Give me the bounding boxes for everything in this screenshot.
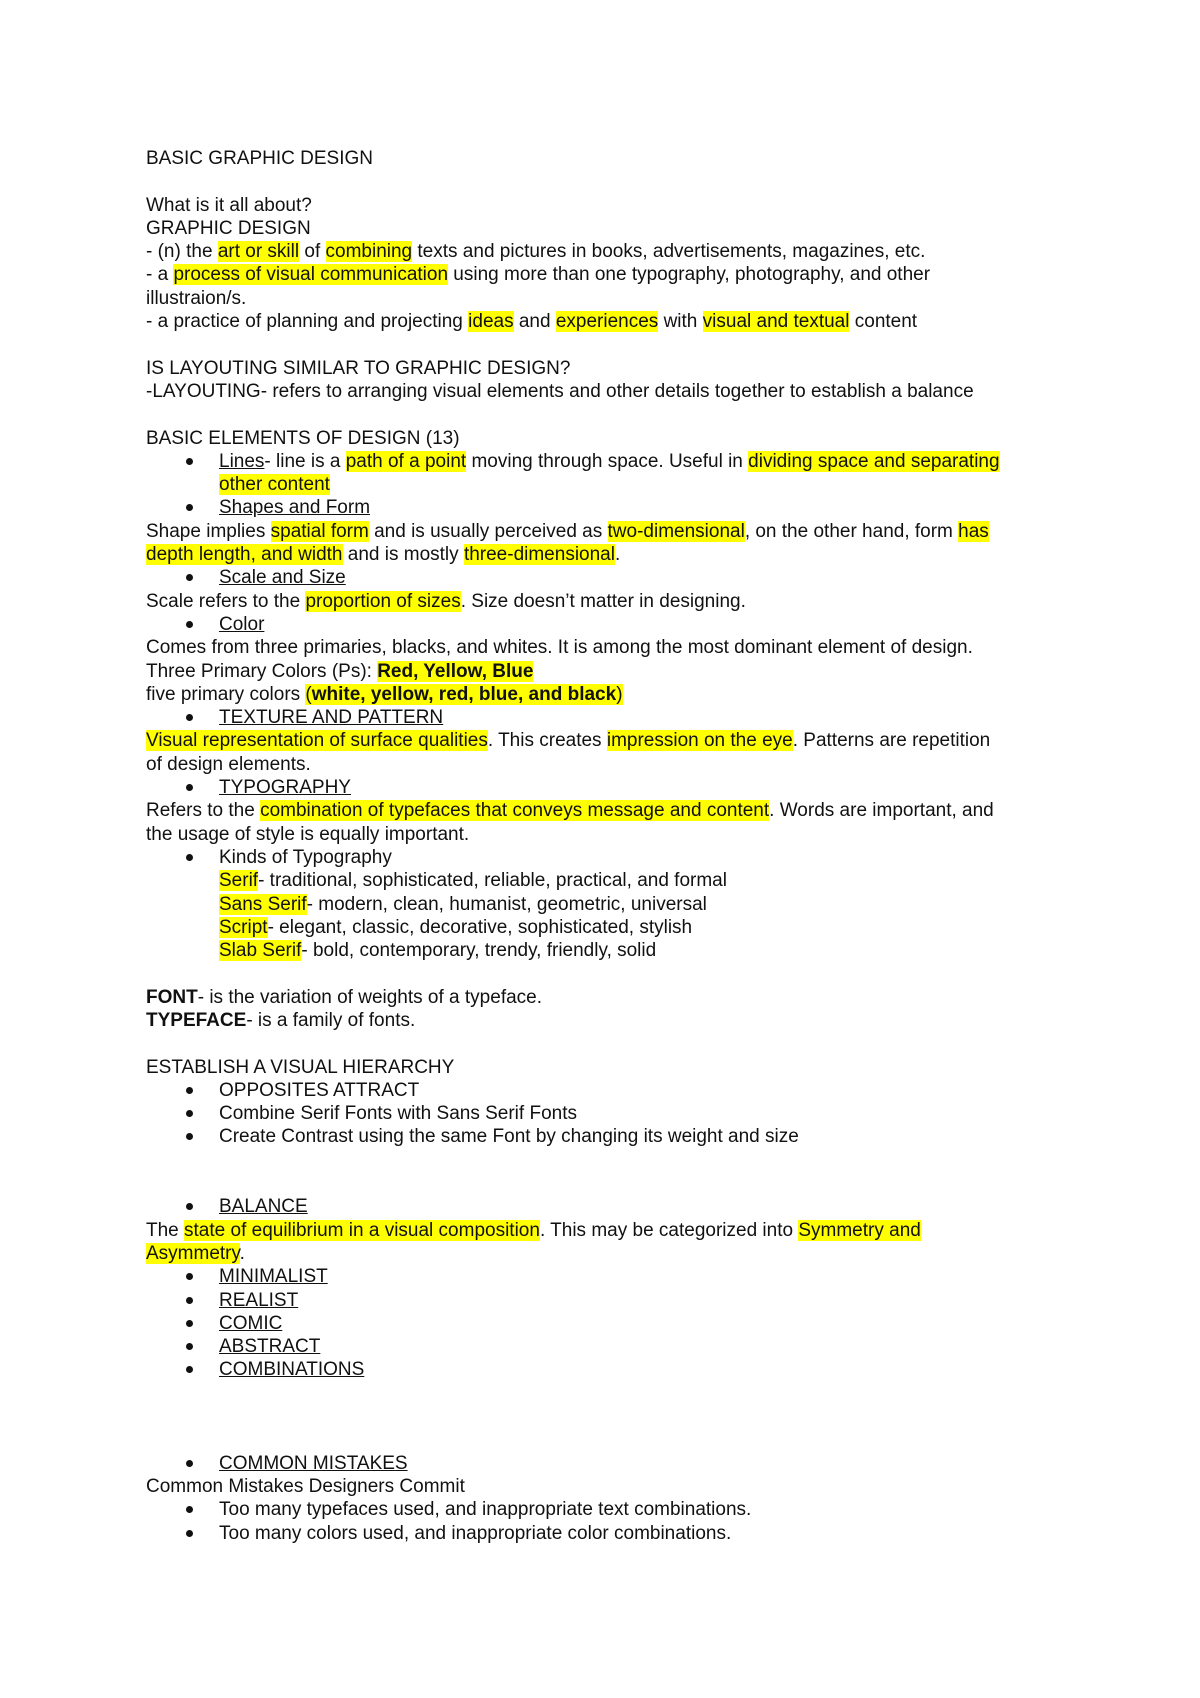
list-item-scale: Scale and Size: [146, 566, 1076, 589]
color-text-3: five primary colors (white, yellow, red, blue, and black): [146, 683, 623, 705]
balance-text-2: Asymmetry.: [146, 1242, 245, 1264]
texture-text-2: of design elements.: [146, 753, 311, 775]
shapes-text-2: depth length, and width and is mostly three-dimensional.: [146, 544, 621, 566]
hierarchy-item: Combine Serif Fonts with Sans Serif Fonts: [146, 1102, 1076, 1125]
style-item-combinations: COMBINATIONS: [146, 1358, 1076, 1381]
list-item-color: Color: [146, 613, 1076, 636]
style-item-minimalist: MINIMALIST: [146, 1265, 1076, 1288]
typography-kind-sans-serif: Sans Serif- modern, clean, humanist, geometric, universal: [219, 893, 707, 915]
layouting-definition: -LAYOUTING- refers to arranging visual elements and other details together to establish a balance: [146, 380, 974, 402]
definition-line-3: - a practice of planning and projecting ideas and experiences with visual and textual content: [146, 311, 918, 333]
style-item-realist: REALIST: [146, 1289, 1076, 1312]
hierarchy-item: Create Contrast using the same Font by changing its weight and size: [146, 1125, 1076, 1148]
section-heading-hierarchy: ESTABLISH A VISUAL HIERARCHY: [146, 1056, 455, 1078]
definition-line-2-cont: illustraion/s.: [146, 287, 247, 309]
style-item-comic: COMIC: [146, 1312, 1076, 1335]
list-item-lines: Lines- line is a path of a point moving through space. Useful in dividing space and separating: [146, 450, 1076, 473]
color-text-1: Comes from three primaries, blacks, and whites. It is among the most dominant element of design.: [146, 637, 973, 659]
list-item-typography: TYPOGRAPHY: [146, 776, 1076, 799]
typography-text-2: the usage of style is equally important.: [146, 823, 470, 845]
section-heading-elements: BASIC ELEMENTS OF DESIGN (13): [146, 427, 460, 449]
balance-text-1: The state of equilibrium in a visual composition. This may be categorized into Symmetry and: [146, 1219, 921, 1241]
list-item-shapes: Shapes and Form: [146, 496, 1076, 519]
font-definition: FONT- is the variation of weights of a typeface.: [146, 986, 543, 1008]
list-item-common-mistakes: COMMON MISTAKES: [146, 1452, 1076, 1475]
typeface-definition: TYPEFACE- is a family of fonts.: [146, 1009, 416, 1031]
style-item-abstract: ABSTRACT: [146, 1335, 1076, 1358]
hierarchy-item: OPPOSITES ATTRACT: [146, 1079, 1076, 1102]
mistake-item: Too many colors used, and inappropriate color combinations.: [146, 1522, 1076, 1545]
list-item-balance: BALANCE: [146, 1195, 1076, 1218]
typography-kind-serif: Serif- traditional, sophisticated, reliable, practical, and formal: [219, 870, 727, 892]
typography-kind-slab-serif: Slab Serif- bold, contemporary, trendy, friendly, solid: [219, 940, 657, 962]
list-item-texture: TEXTURE AND PATTERN: [146, 706, 1076, 729]
shapes-text-1: Shape implies spatial form and is usually perceived as two-dimensional, on the other hand, form has: [146, 520, 989, 542]
intro-question: What is it all about?: [146, 194, 312, 216]
document-body: [146, 147, 1076, 1545]
section-heading-graphic-design: GRAPHIC DESIGN: [146, 217, 311, 239]
texture-text-1: Visual representation of surface qualities. This creates impression on the eye. Patterns are repetition: [146, 730, 991, 752]
list-item-lines-cont: other content: [219, 474, 330, 496]
typography-kind-script: Script- elegant, classic, decorative, sophisticated, stylish: [219, 916, 693, 938]
section-heading-layouting: IS LAYOUTING SIMILAR TO GRAPHIC DESIGN?: [146, 357, 571, 379]
mistakes-intro: Common Mistakes Designers Commit: [146, 1475, 465, 1497]
typography-text-1: Refers to the combination of typefaces that conveys message and content. Words are important, and: [146, 800, 994, 822]
definition-line-1: - (n) the art or skill of combining texts and pictures in books, advertisements, magazines, etc.: [146, 241, 926, 263]
scale-text: Scale refers to the proportion of sizes. Size doesn’t matter in designing.: [146, 590, 746, 612]
color-text-2: Three Primary Colors (Ps): Red, Yellow, Blue: [146, 660, 534, 682]
mistake-item: Too many typefaces used, and inappropriate text combinations.: [146, 1498, 1076, 1521]
definition-line-2: - a process of visual communication using more than one typography, photography, and other: [146, 264, 931, 286]
document-title: BASIC GRAPHIC DESIGN: [146, 148, 373, 169]
list-item-kinds-of-typography: Kinds of Typography: [146, 846, 1076, 869]
